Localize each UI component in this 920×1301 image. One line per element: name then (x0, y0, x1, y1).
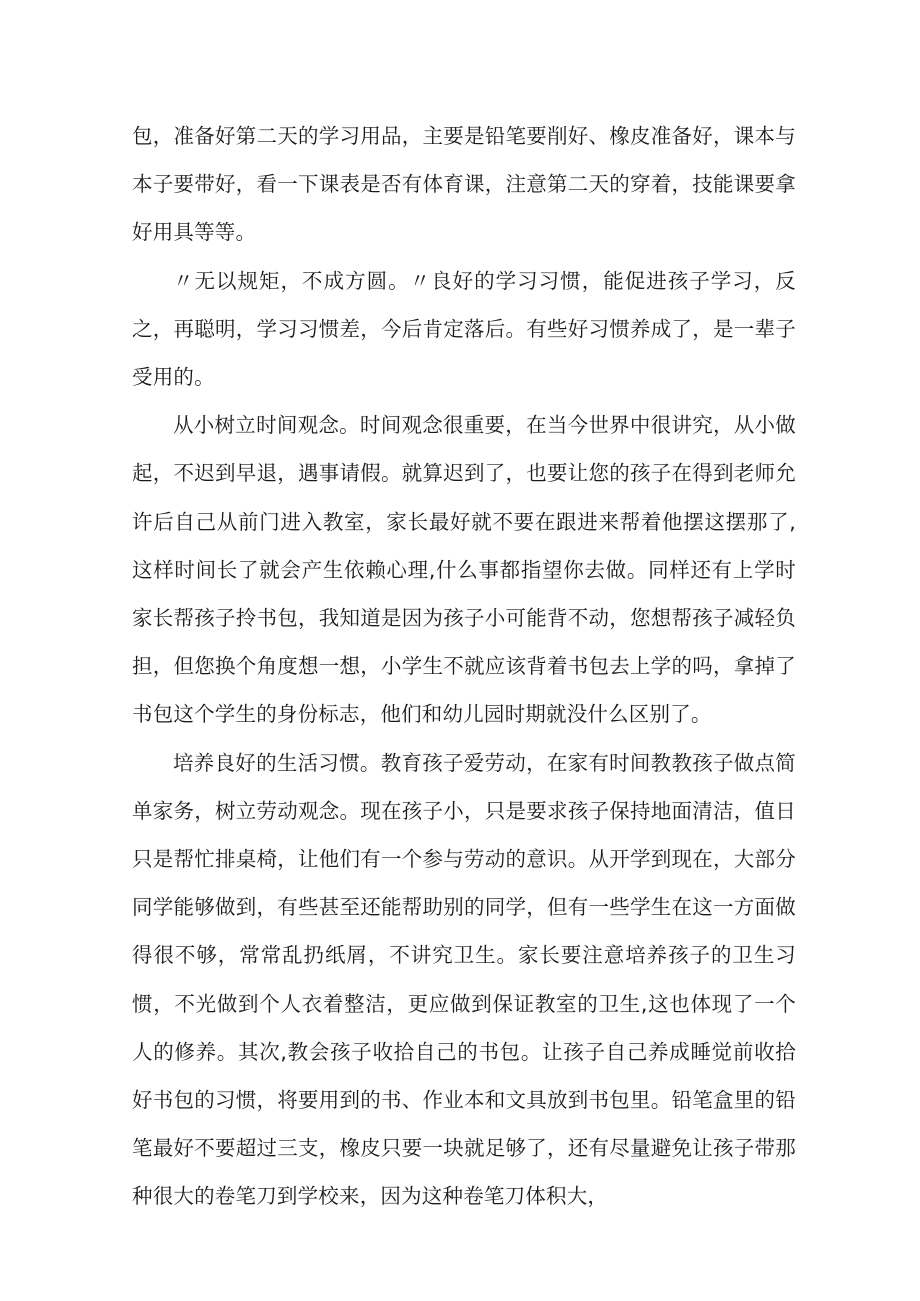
document-page (132, 112, 796, 1221)
paragraph-1: 包，准备好第二天的学习用品，主要是铅笔要削好、橡皮准备好，课本与本子要带好，看一下课表是否有体育课，注意第二天的穿着，技能课要拿好用具等等。 (132, 124, 796, 245)
paragraph-2: 〃无以规矩，不成方圆。〃良好的学习习惯，能促进孩子学习，反之，再聪明，学习习惯差，今后肯定落后。有些好习惯养成了，是一辈子受用的。 (132, 268, 796, 390)
paragraph-3: 从小树立时间观念。时间观念很重要，在当今世界中很讲究，从小做起，不迟到早退，遇事请假。就算迟到了，也要让您的孩子在得到老师允许后自己从前门进入教室，家长最好就不要在跟进来帮着他摆这摆那了,这样时间长了就会产生依赖心理,什么事都指望你去做。同样还有上学时家长帮孩子拎书包，我知道是因为孩子小可能背不动，您想帮孩子减轻负担，但您换个角度想一想，小学生不就应该背着书包去上学的吗，拿掉了书包这个学生的身份标志，他们和幼儿园时期就没什么区别了。 (132, 413, 796, 727)
paragraph-4: 培养良好的生活习惯。教育孩子爱劳动，在家有时间教教孩子做点简单家务，树立劳动观念。现在孩子小，只是要求孩子保持地面清洁，值日只是帮忙排桌椅，让他们有一个参与劳动的意识。从开学到现在，大部分同学能够做到，有些甚至还能帮助别的同学，但有一些学生在这一方面做得很不够，常常乱扔纸屑，不讲究卫生。家长要注意培养孩子的卫生习惯，不光做到个人衣着整洁，更应做到保证教室的卫生,这也体现了一个人的修养。其次,教会孩子收拾自己的书包。让孩子自己养成睡觉前收拾好书包的习惯，将要用到的书、作业本和文具放到书包里。铅笔盒里的铅笔最好不要超过三支，橡皮只要一块就足够了，还有尽量避免让孩子带那种很大的卷笔刀到学校来，因为这种卷笔刀体积大， (132, 750, 796, 1209)
